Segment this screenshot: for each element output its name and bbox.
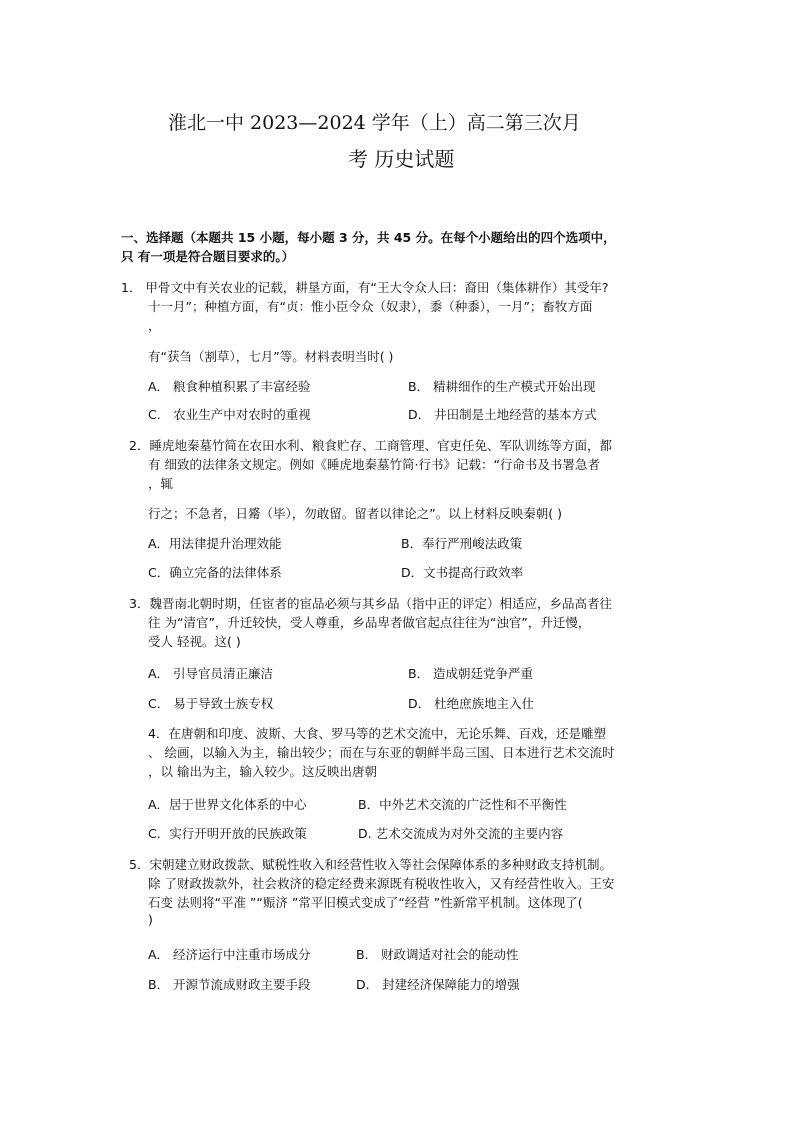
- option-a[interactable]: A． 粮食种植积累了丰富经验: [148, 379, 311, 394]
- option-b[interactable]: B． 造成朝廷党争严重: [408, 666, 534, 681]
- question-text-line: ，辄: [148, 476, 174, 491]
- option-c[interactable]: C．确立完备的法律体系: [148, 565, 282, 580]
- option-c[interactable]: C． 易于导致士族专权: [148, 696, 274, 711]
- question-text-line: ): [148, 912, 153, 927]
- section-heading-line-2: 只 有一项是符合题目要求的。）: [121, 249, 295, 264]
- exam-title-line-1: 淮北一中 2023—2024 学年（上）高二第三次月: [168, 112, 581, 134]
- option-c[interactable]: B． 开源节流成财政主要手段: [148, 977, 311, 992]
- question-text-line: 石变 法则将“平准 ”“赈济 ”常平旧模式变成了“经营 ”性新常平机制。这体现了(: [148, 895, 583, 910]
- question-text-line: 4．在唐朝和印度、波斯、大食、罗马等的艺术交流中，无论乐舞、百戏，还是雕塑: [148, 726, 606, 741]
- option-a[interactable]: A．用法律提升治理效能: [148, 536, 282, 551]
- question-text-line: 3．魏晋南北朝时期，任宦者的宦品必须与其乡品（指中正的评定）相适应，乡品高者往: [129, 596, 612, 611]
- exam-title-line-2: 考 历史试题: [348, 147, 455, 171]
- option-c[interactable]: C．实行开明开放的民族政策: [148, 826, 307, 841]
- section-heading-line-1: 一、选择题（本题共 15 小题，每小题 3 分，共 45 分。在每个小题给出的四个选项中，: [121, 230, 616, 245]
- option-c[interactable]: C． 农业生产中对农时的重视: [148, 407, 311, 422]
- option-a[interactable]: A．居于世界文化体系的中心: [148, 797, 307, 812]
- option-d[interactable]: D． 杜绝庶族地主入仕: [408, 696, 535, 711]
- option-d[interactable]: D. 艺术交流成为对外交流的主要内容: [358, 826, 564, 841]
- option-b[interactable]: B． 财政调适对社会的能动性: [356, 947, 519, 962]
- question-text-line: 受人 轻视。这( ): [148, 634, 241, 649]
- option-d[interactable]: D．文书提高行政效率: [401, 565, 524, 580]
- question-text-line: 、 绘画，以输入为主，输出较少；而在与东亚的朝鲜半岛三国、日本进行艺术交流时: [148, 745, 615, 760]
- option-b[interactable]: B．中外艺术交流的广泛性和不平衡性: [358, 797, 567, 812]
- question-text-line: 2．睡虎地秦墓竹简在农田水利、粮食贮存、工商管理、官吏任免、军队训练等方面，都: [129, 438, 612, 453]
- question-text-line: 行之；不急者，日觱（毕），勿敢留。留者以律论之”。以上材料反映秦朝( ): [148, 506, 562, 521]
- question-text-line: 有“获刍（割草），七月”等。材料表明当时( ): [148, 349, 394, 364]
- question-text-line: ，: [148, 318, 161, 333]
- question-text-line: 有 细致的法律条文规定。例如《睡虎地秦墓竹简·行书》记载：“行命书及书署急者: [148, 457, 600, 472]
- question-text-line: 十一月”；种植方面，有“贞：惟小臣令众（奴隶），黍（种黍），一月”；畜牧方面: [148, 299, 593, 314]
- question-text-line: 除 了财政拨款外，社会救济的稳定经费来源既有税收性收入，又有经营性收入。王安: [148, 876, 615, 891]
- option-a[interactable]: A． 经济运行中注重市场成分: [148, 947, 311, 962]
- question-text-line: 往 为“清官”，升迁较快，受人尊重，乡品卑者做官起点往往为“浊官”，升迁慢，: [148, 615, 591, 630]
- question-text-line: 5．宋朝建立财政拨款、赋税性收入和经营性收入等社会保障体系的多种财政支持机制。: [129, 857, 612, 872]
- option-d[interactable]: D． 封建经济保障能力的增强: [356, 977, 520, 992]
- question-text-line: ，以 输出为主，输入较少。这反映出唐朝: [148, 764, 377, 779]
- option-d[interactable]: D． 井田制是土地经营的基本方式: [408, 407, 597, 422]
- question-text-line: 1． 甲骨文中有关农业的记载，耕垦方面，有“王大令众人曰：裔田（集体耕作）其受年?: [121, 280, 609, 295]
- option-a[interactable]: A． 引导官员清正廉洁: [148, 666, 274, 681]
- option-b[interactable]: B． 精耕细作的生产模式开始出现: [408, 379, 596, 394]
- option-b[interactable]: B．奉行严刑峻法政策: [401, 536, 523, 551]
